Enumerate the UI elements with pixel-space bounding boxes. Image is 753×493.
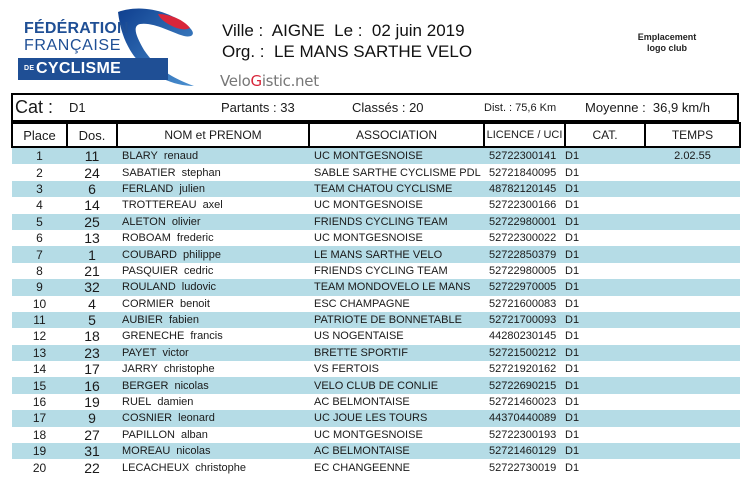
rider-firstname: nicolas [176, 445, 211, 458]
cell-association: SABLE SARTHE CYCLISME PDL [309, 164, 484, 180]
cell-association: LE MANS SARTHE VELO [309, 246, 484, 262]
table-row [12, 296, 740, 312]
cell-category: D1 [565, 181, 645, 197]
starters-count: Partants : 33 [221, 100, 295, 115]
table-row [12, 147, 740, 164]
cell-rider-name [117, 164, 309, 180]
rider-firstname: fabien [168, 314, 199, 327]
cell-association: TEAM MONDOVELO LE MANS [309, 279, 484, 295]
col-header-name: NOM et PRENOM [117, 123, 309, 147]
rider-firstname: cedric [184, 264, 214, 277]
cell-association: UC MONTGESNOISE [309, 147, 484, 164]
cell-association: FRIENDS CYCLING TEAM [309, 214, 484, 230]
cell-category: D1 [565, 427, 645, 443]
rider-firstname: renaud [163, 150, 199, 163]
cell-category: D1 [565, 345, 645, 361]
cell-licence: 52722730019 [484, 459, 565, 475]
cell-licence: 52722850379 [484, 246, 565, 262]
cell-association: EC CHANGEENNE [309, 459, 484, 475]
table-row [12, 443, 740, 459]
logo-cyclisme-text: CYCLISME [36, 60, 122, 77]
table-row [12, 377, 740, 393]
club-logo-placeholder [608, 32, 726, 54]
rider-firstname: axel [202, 199, 223, 212]
cell-time [645, 230, 740, 246]
cell-association: FRIENDS CYCLING TEAM [309, 263, 484, 279]
rider-lastname: SABATIER [122, 166, 176, 179]
rider-lastname: COSNIER [122, 412, 173, 425]
cell-place: 3 [12, 181, 67, 197]
table-header-row [12, 123, 740, 147]
classified-count: Classés : 20 [352, 100, 424, 115]
cell-time [645, 443, 740, 459]
cell-bib: 25 [67, 214, 117, 230]
rider-firstname: stephan [181, 166, 221, 179]
cell-rider-name [117, 230, 309, 246]
cell-association: UC MONTGESNOISE [309, 230, 484, 246]
cell-rider-name [117, 296, 309, 312]
rider-lastname: PAYET [122, 346, 157, 359]
rider-lastname: TROTTEREAU [122, 199, 197, 212]
cell-place: 1 [12, 147, 67, 164]
cell-category: D1 [565, 443, 645, 459]
rider-lastname: ROBOAM [122, 232, 171, 245]
rider-firstname: damien [157, 396, 194, 409]
cell-licence: 52722980001 [484, 214, 565, 230]
cell-association: UC MONTGESNOISE [309, 427, 484, 443]
cell-bib: 22 [67, 459, 117, 475]
table-row [12, 164, 740, 180]
cell-rider-name [117, 279, 309, 295]
cell-licence: 52721920162 [484, 361, 565, 377]
cell-rider-name [117, 459, 309, 475]
cell-bib: 1 [67, 246, 117, 262]
cell-place: 12 [12, 328, 67, 344]
race-summary [11, 93, 739, 122]
cell-category: D1 [565, 263, 645, 279]
cell-rider-name [117, 263, 309, 279]
cell-licence: 52722300022 [484, 230, 565, 246]
cell-time [645, 296, 740, 312]
cell-category: D1 [565, 312, 645, 328]
cell-bib: 6 [67, 181, 117, 197]
cell-rider-name [117, 345, 309, 361]
cell-bib: 4 [67, 296, 117, 312]
col-header-association: ASSOCIATION [309, 123, 484, 147]
cell-place: 17 [12, 410, 67, 426]
cell-category: D1 [565, 230, 645, 246]
rider-lastname: RUEL [122, 396, 152, 409]
rider-lastname: FERLAND [122, 182, 174, 195]
cell-rider-name [117, 394, 309, 410]
cell-bib: 27 [67, 427, 117, 443]
table-row [12, 361, 740, 377]
cell-bib: 19 [67, 394, 117, 410]
rider-lastname: ALETON [122, 215, 166, 228]
cell-category: D1 [565, 296, 645, 312]
cell-place: 7 [12, 246, 67, 262]
cell-category: D1 [565, 394, 645, 410]
category-value: D1 [69, 100, 86, 115]
cell-time [645, 377, 740, 393]
cell-bib: 14 [67, 197, 117, 213]
cell-place: 5 [12, 214, 67, 230]
logo-de-prefix: DE [24, 65, 35, 73]
cell-rider-name [117, 214, 309, 230]
cell-rider-name [117, 443, 309, 459]
cell-bib: 11 [67, 147, 117, 164]
cell-licence: 44370440089 [484, 410, 565, 426]
cell-category: D1 [565, 361, 645, 377]
rider-lastname: COUBARD [122, 248, 178, 261]
table-row [12, 279, 740, 295]
cell-place: 19 [12, 443, 67, 459]
cell-rider-name [117, 197, 309, 213]
cell-association: UC JOUE LES TOURS [309, 410, 484, 426]
club-logo-line1: Emplacement [637, 32, 697, 42]
cell-rider-name [117, 312, 309, 328]
cell-association: TEAM CHATOU CYCLISME [309, 181, 484, 197]
organizer-line: Org. : LE MANS SARTHE VELO [222, 42, 473, 61]
cell-place: 15 [12, 377, 67, 393]
club-logo-line2: logo club [647, 43, 687, 53]
cell-category: D1 [565, 410, 645, 426]
cell-rider-name [117, 147, 309, 164]
rider-lastname: GRENECHE [122, 330, 185, 343]
rider-firstname: christophe [195, 461, 247, 474]
table-row [12, 230, 740, 246]
cell-licence: 52722980005 [484, 263, 565, 279]
cell-place: 10 [12, 296, 67, 312]
cell-time [645, 263, 740, 279]
cell-bib: 32 [67, 279, 117, 295]
table-row [12, 181, 740, 197]
rider-firstname: philippe [183, 248, 221, 261]
cell-association: VELO CLUB DE CONLIE [309, 377, 484, 393]
cell-time [645, 361, 740, 377]
rider-firstname: olivier [171, 215, 201, 228]
rider-lastname: JARRY [122, 363, 158, 376]
cell-time [645, 312, 740, 328]
cell-category: D1 [565, 377, 645, 393]
cell-category: D1 [565, 147, 645, 164]
cell-rider-name [117, 246, 309, 262]
cell-time [645, 181, 740, 197]
col-header-licence: LICENCE / UCI [484, 123, 565, 147]
cell-bib: 5 [67, 312, 117, 328]
rider-firstname: francis [190, 330, 223, 343]
col-header-place: Place [12, 123, 67, 147]
race-info [222, 20, 472, 62]
rider-lastname: LECACHEUX [122, 461, 190, 474]
cell-rider-name [117, 410, 309, 426]
rider-firstname: christophe [163, 363, 215, 376]
cell-licence: 52722970005 [484, 279, 565, 295]
rider-lastname: CORMIER [122, 297, 174, 310]
cell-bib: 23 [67, 345, 117, 361]
table-row [12, 427, 740, 443]
rider-lastname: PAPILLON [122, 428, 175, 441]
cell-time [645, 246, 740, 262]
cell-bib: 18 [67, 328, 117, 344]
cell-category: D1 [565, 214, 645, 230]
cell-time [645, 427, 740, 443]
cell-bib: 17 [67, 361, 117, 377]
cell-bib: 24 [67, 164, 117, 180]
cell-licence: 52721460129 [484, 443, 565, 459]
cell-licence: 44280230145 [484, 328, 565, 344]
cell-association: BRETTE SPORTIF [309, 345, 484, 361]
rider-firstname: benoit [179, 297, 210, 310]
table-row [12, 328, 740, 344]
table-row [12, 214, 740, 230]
cell-place: 6 [12, 230, 67, 246]
cell-bib: 9 [67, 410, 117, 426]
cell-time [645, 345, 740, 361]
cell-licence: 52722300166 [484, 197, 565, 213]
cell-place: 18 [12, 427, 67, 443]
cell-category: D1 [565, 246, 645, 262]
cell-place: 9 [12, 279, 67, 295]
cell-rider-name [117, 328, 309, 344]
cell-licence: 52721460023 [484, 394, 565, 410]
logo-line-francaise: FRANÇAISE [24, 37, 121, 54]
rider-firstname: alban [181, 428, 208, 441]
brand-suffix: istic.net [261, 72, 319, 90]
rider-lastname: BERGER [122, 379, 169, 392]
cell-association: VS FERTOIS [309, 361, 484, 377]
rider-firstname: ludovic [181, 281, 217, 294]
table-row [12, 459, 740, 475]
rider-lastname: ROULAND [122, 281, 176, 294]
rider-firstname: julien [179, 182, 206, 195]
cell-association: AC BELMONTAISE [309, 443, 484, 459]
cell-association: ESC CHAMPAGNE [309, 296, 484, 312]
cell-time [645, 410, 740, 426]
cell-rider-name [117, 377, 309, 393]
cell-time: 2.02.55 [645, 147, 740, 164]
cell-category: D1 [565, 328, 645, 344]
cell-bib: 21 [67, 263, 117, 279]
cell-category: D1 [565, 279, 645, 295]
cell-category: D1 [565, 459, 645, 475]
cell-place: 2 [12, 164, 67, 180]
cell-place: 16 [12, 394, 67, 410]
cell-rider-name [117, 427, 309, 443]
col-header-bib: Dos. [67, 123, 117, 147]
cell-time [645, 214, 740, 230]
cell-place: 11 [12, 312, 67, 328]
cell-association: US NOGENTAISE [309, 328, 484, 344]
table-row [12, 197, 740, 213]
cell-licence: 52721500212 [484, 345, 565, 361]
cell-time [645, 328, 740, 344]
results-table [11, 122, 741, 476]
rider-firstname: leonard [178, 412, 215, 425]
cell-association: PATRIOTE DE BONNETABLE [309, 312, 484, 328]
cell-licence: 52721840095 [484, 164, 565, 180]
rider-firstname: frederic [176, 232, 214, 245]
logo-line-cyclisme [24, 58, 121, 80]
cell-rider-name [117, 361, 309, 377]
cell-place: 14 [12, 361, 67, 377]
col-header-category: CAT. [565, 123, 645, 147]
cell-place: 20 [12, 459, 67, 475]
cell-time [645, 394, 740, 410]
cell-time [645, 164, 740, 180]
category-label: Cat : [15, 97, 54, 117]
cell-place: 13 [12, 345, 67, 361]
cell-bib: 31 [67, 443, 117, 459]
table-row [12, 312, 740, 328]
rider-lastname: MOREAU [122, 445, 171, 458]
rider-lastname: AUBIER [122, 314, 163, 327]
cell-time [645, 197, 740, 213]
rider-lastname: PASQUIER [122, 264, 179, 277]
cell-place: 4 [12, 197, 67, 213]
table-row [12, 246, 740, 262]
table-row [12, 410, 740, 426]
cell-bib: 13 [67, 230, 117, 246]
average-speed: Moyenne : 36,9 km/h [585, 100, 711, 115]
cell-licence: 52722300193 [484, 427, 565, 443]
table-row [12, 263, 740, 279]
cell-licence: 52722690215 [484, 377, 565, 393]
cell-licence: 48782120145 [484, 181, 565, 197]
rider-lastname: BLARY [122, 150, 158, 163]
distance: Dist. : 75,6 Km [484, 102, 557, 114]
ffc-logo [10, 6, 205, 90]
ville-date-line: Ville : AIGNE Le : 02 juin 2019 [222, 21, 465, 40]
rider-firstname: victor [162, 346, 189, 359]
table-row [12, 345, 740, 361]
brand-prefix: Velo [220, 72, 251, 90]
cell-time [645, 459, 740, 475]
cell-licence: 52721600083 [484, 296, 565, 312]
cell-rider-name [117, 181, 309, 197]
velogistic-brand [220, 72, 319, 90]
cell-licence: 52721700093 [484, 312, 565, 328]
cell-category: D1 [565, 197, 645, 213]
cell-place: 8 [12, 263, 67, 279]
cell-association: AC BELMONTAISE [309, 394, 484, 410]
cell-association: UC MONTGESNOISE [309, 197, 484, 213]
table-row [12, 394, 740, 410]
cell-category: D1 [565, 164, 645, 180]
cell-licence: 52722300141 [484, 147, 565, 164]
rider-firstname: nicolas [174, 379, 209, 392]
cell-bib: 16 [67, 377, 117, 393]
cell-time [645, 279, 740, 295]
col-header-time: TEMPS [645, 123, 740, 147]
brand-highlight: G [250, 72, 262, 90]
logo-line-federation: FÉDÉRATION [24, 20, 129, 37]
